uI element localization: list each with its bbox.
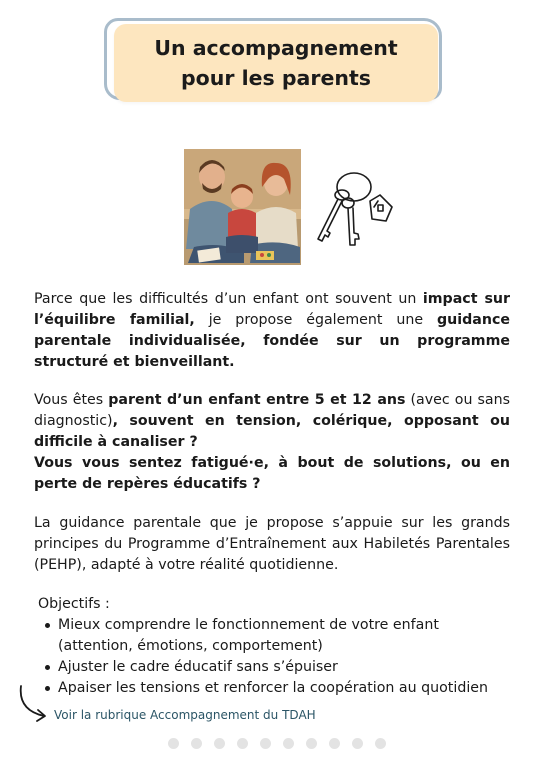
- target-bold-3: Vous vous sentez fatigué·e, à bout de solutions, ou en perte de repères éducatifs ?: [34, 455, 510, 492]
- pagination-dot[interactable]: [306, 738, 317, 749]
- family-illustration: [184, 149, 301, 265]
- intro-text-1: Parce que les difficultés d’un enfant ont souvent un: [34, 291, 423, 307]
- objective-item: Apaiser les tensions et renforcer la coopération au quotidien: [38, 678, 518, 699]
- target-bold-2: , souvent en tension, colérique, opposant ou difficile à canaliser ?: [34, 413, 510, 450]
- pagination-dot[interactable]: [168, 738, 179, 749]
- link-row[interactable]: [18, 684, 338, 724]
- target-bold-1: parent d’un enfant entre 5 et 12 ans: [108, 392, 406, 408]
- tdah-section-link[interactable]: Voir la rubrique Accompagnement du TDAH: [54, 708, 316, 722]
- pagination-dots: [168, 738, 386, 752]
- objective-item: Ajuster le cadre éducatif sans s’épuiser: [38, 657, 518, 678]
- pagination-dot[interactable]: [329, 738, 340, 749]
- target-text-1: Vous êtes: [34, 392, 109, 408]
- intro-bold-1: impact sur l’équilibre familial,: [34, 291, 510, 328]
- pagination-dot[interactable]: [237, 738, 248, 749]
- objectives-heading: Objectifs :: [38, 596, 110, 612]
- keys-illustration: [312, 163, 400, 251]
- objective-item: Mieux comprendre le fonctionnement de votre enfant (attention, émotions, comportement): [38, 615, 518, 657]
- title-line-1: Un accompagnement: [154, 36, 398, 60]
- intro-bold-2: guidance parentale individualisée, fondée sur un programme structuré et bienveillant.: [34, 312, 510, 370]
- pagination-dot[interactable]: [260, 738, 271, 749]
- intro-paragraph: [34, 289, 510, 373]
- pagination-dot[interactable]: [191, 738, 202, 749]
- program-paragraph: La guidance parentale que je propose s’appuie sur les grands principes du Programme d’Entraînement aux Habiletés Parentales (PEHP), adapté à votre réalité quotidienne.: [34, 515, 510, 573]
- page-title: [114, 24, 438, 102]
- intro-text-2: je propose également une: [194, 312, 438, 328]
- target-paragraph: [34, 390, 510, 495]
- pagination-dot[interactable]: [214, 738, 225, 749]
- target-text-2: (avec ou sans diagnostic): [34, 392, 510, 429]
- pagination-dot[interactable]: [375, 738, 386, 749]
- curved-arrow-icon: [18, 684, 52, 724]
- pagination-dot[interactable]: [283, 738, 294, 749]
- pagination-dot[interactable]: [352, 738, 363, 749]
- title-line-2: pour les parents: [181, 66, 371, 90]
- title-card: [104, 18, 444, 104]
